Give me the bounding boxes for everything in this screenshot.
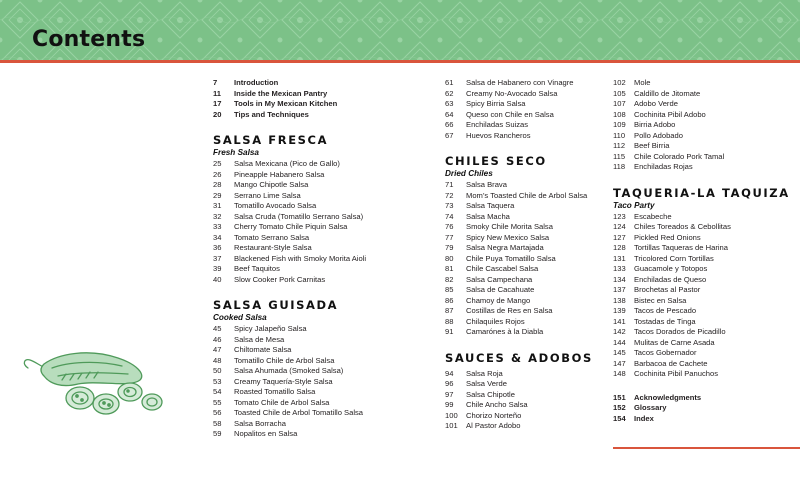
toc-entry-page: 67 [445, 130, 454, 140]
toc-entry-title: Tomato Chile de Arbol Salsa [234, 397, 330, 407]
toc-entry-title: Chorizo Norteño [466, 410, 522, 420]
toc-entry-title: Tostadas de Tinga [634, 316, 696, 326]
toc-entry [445, 327, 605, 338]
toc-entry-page: 108 [613, 109, 626, 119]
toc-entry-page: 145 [613, 348, 626, 357]
toc-entry-title: Spicy New Mexico Salsa [466, 232, 550, 242]
toc-entry [445, 306, 605, 317]
toc-entry-page: 82 [445, 274, 454, 284]
toc-entry [445, 212, 605, 223]
toc-entry [613, 275, 793, 286]
toc-entry-page: 99 [445, 400, 454, 409]
toc-entry [445, 275, 605, 286]
toc-entry-page: 142 [613, 327, 626, 336]
toc-entry-title: Mulitas de Carne Asada [634, 337, 715, 347]
toc-entry [213, 110, 438, 121]
toc-entry-title: Chiltomate Salsa [234, 345, 292, 354]
toc-column-1 [213, 78, 438, 440]
toc-entry-title: Creamy No-Avocado Salsa [466, 88, 558, 98]
toc-entry-page: 63 [445, 99, 454, 108]
toc-entry-title: Chile Puya Tomatillo Salsa [466, 253, 556, 263]
toc-entry-title: Barbacoa de Cachete [634, 358, 708, 368]
toc-entry [213, 159, 438, 170]
toc-entry [445, 99, 605, 110]
toc-entry [613, 233, 793, 244]
toc-entry [213, 419, 438, 430]
toc-entry-title: Salsa Mexicana (Pico de Gallo) [234, 159, 340, 168]
toc-entry-title: Pollo Adobado [634, 130, 683, 140]
toc-entry [213, 222, 438, 233]
toc-entry-page: 53 [213, 376, 222, 386]
toc-entry [213, 264, 438, 275]
toc-entry [445, 243, 605, 254]
toc-entry-title: Adobo Verde [634, 99, 678, 108]
toc-entry [445, 201, 605, 212]
toc-entry [213, 243, 438, 254]
section-heading: CHILES SECO [445, 154, 547, 168]
toc-entry-title: Tools in My Mexican Kitchen [234, 99, 338, 108]
toc-entry [213, 89, 438, 100]
toc-entry [613, 131, 793, 142]
toc-entry [445, 369, 605, 380]
toc-entry-page: 87 [445, 306, 454, 315]
toc-entry [213, 191, 438, 202]
toc-entry-page: 85 [445, 285, 454, 294]
toc-entry-page: 101 [445, 421, 458, 430]
toc-entry [445, 131, 605, 142]
jalapeno-pepper-illustration [18, 318, 168, 428]
toc-entry-title: Chilaquiles Rojos [466, 316, 525, 326]
toc-entry-page: 123 [613, 211, 626, 221]
toc-entry [613, 120, 793, 131]
toc-entry-page: 61 [445, 78, 454, 87]
toc-entry [445, 89, 605, 100]
toc-entry-page: 134 [613, 274, 626, 284]
toc-entry-page: 76 [445, 222, 454, 231]
toc-entry-page: 73 [445, 201, 454, 210]
toc-entry-title: Cherry Tomato Chile Piquin Salsa [234, 222, 348, 231]
toc-entry [213, 275, 438, 286]
toc-entry [445, 264, 605, 275]
toc-entry-title: Salsa Cruda (Tomatillo Serrano Salsa) [234, 211, 364, 221]
toc-entry-title: Salsa de Cacahuate [466, 285, 535, 294]
toc-entry-title: Chiles Toreados & Cebollitas [634, 222, 731, 231]
toc-entry-page: 107 [613, 99, 626, 108]
toc-entry [213, 180, 438, 191]
toc-entry [213, 201, 438, 212]
toc-entry [613, 141, 793, 152]
toc-entry-title: Serrano Lime Salsa [234, 190, 301, 200]
front-matter-list [213, 78, 438, 120]
toc-entry-page: 74 [445, 211, 454, 221]
toc-entry [213, 233, 438, 244]
toc-entry-page: 124 [613, 222, 626, 231]
toc-entry-title: Chile Colorado Pork Tamal [634, 151, 725, 161]
toc-entry-page: 94 [445, 368, 454, 378]
toc-entry-page: 88 [445, 316, 454, 326]
toc-entry [613, 212, 793, 223]
toc-entry-title: Tricolored Corn Tortillas [634, 253, 714, 263]
toc-entry-page: 105 [613, 88, 626, 98]
toc-entry-title: Huevos Rancheros [466, 130, 531, 140]
toc-entry-title: Costillas de Res en Salsa [466, 306, 553, 315]
toc-entry-title: Salsa Ahumada (Smoked Salsa) [234, 366, 344, 375]
toc-entry-title: Smoky Chile Morita Salsa [466, 222, 553, 231]
toc-entry-title: Bistec en Salsa [634, 295, 687, 305]
toc-entry-page: 32 [213, 211, 222, 221]
toc-entry [213, 170, 438, 181]
toc-entry-page: 17 [213, 99, 222, 108]
toc-entry-title: Acknowledgments [634, 392, 702, 402]
toc-entry-title: Queso con Chile en Salsa [466, 109, 554, 119]
toc-entry-title: Escabeche [634, 211, 672, 221]
toc-entry [213, 429, 438, 440]
toc-entry-title: Caldillo de Jitomate [634, 88, 701, 98]
toc-entry [613, 359, 793, 370]
toc-entry-title: Chile Cascabel Salsa [466, 264, 539, 273]
section-subheading: Fresh Salsa [213, 148, 259, 157]
toc-entry [445, 78, 605, 89]
toc-entry-title: Enchiladas de Queso [634, 274, 707, 284]
toc-entry-title: Toasted Chile de Arbol Tomatillo Salsa [234, 408, 364, 417]
section-continued-salsa-guisada [445, 78, 605, 141]
toc-entry-title: Beef Birria [634, 141, 670, 150]
toc-entry-page: 139 [613, 306, 626, 315]
toc-entry-page: 80 [445, 253, 454, 263]
toc-entry-page: 64 [445, 109, 454, 119]
toc-entry-title: Salsa Brava [466, 180, 507, 189]
toc-entry [445, 233, 605, 244]
toc-entry-page: 115 [613, 151, 626, 161]
toc-entry-page: 137 [613, 285, 626, 294]
toc-entry-page: 55 [213, 397, 222, 407]
toc-entry [213, 387, 438, 398]
toc-entry [213, 254, 438, 265]
toc-entry [445, 254, 605, 265]
section-heading: SALSA FRESCA [213, 133, 329, 147]
toc-entry-page: 148 [613, 369, 626, 378]
toc-entry [213, 324, 438, 335]
toc-entry-page: 133 [613, 264, 626, 273]
toc-entry-title: Brochetas al Pastor [634, 285, 701, 294]
toc-entry [613, 369, 793, 380]
toc-entry-page: 72 [445, 190, 454, 200]
toc-entry [445, 400, 605, 411]
toc-entry-page: 28 [213, 180, 222, 189]
section-chiles-seco [445, 154, 605, 338]
toc-entry-page: 25 [213, 159, 222, 168]
toc-entry-page: 102 [613, 78, 626, 87]
toc-entry-title: Roasted Tomatillo Salsa [234, 387, 316, 396]
toc-entry [613, 99, 793, 110]
toc-entry-page: 128 [613, 243, 626, 252]
toc-column-3 [613, 78, 793, 424]
toc-entry-page: 118 [613, 162, 626, 171]
toc-entry-page: 112 [613, 141, 626, 150]
toc-entry-page: 81 [445, 264, 454, 273]
toc-entry-title: Salsa Verde [466, 379, 507, 388]
toc-entry-page: 138 [613, 295, 626, 305]
toc-entry-title: Tips and Techniques [234, 109, 309, 119]
toc-entry [445, 191, 605, 202]
toc-entry-title: Tomatillo Avocado Salsa [234, 201, 317, 210]
toc-entry [445, 379, 605, 390]
toc-entry-title: Salsa Negra Martajada [466, 243, 544, 252]
toc-entry [445, 222, 605, 233]
toc-entry [613, 393, 793, 404]
toc-entry [213, 99, 438, 110]
toc-entry-title: Glossary [634, 403, 667, 412]
toc-entry [613, 78, 793, 89]
toc-entry [445, 390, 605, 401]
toc-entry-page: 96 [445, 379, 454, 388]
toc-entry-title: Tortillas Taqueras de Harina [634, 243, 728, 252]
toc-entry-page: 86 [445, 295, 454, 305]
section-taqueria-la-taquiza [613, 186, 793, 380]
continued-sauces-list [613, 78, 793, 173]
toc-entry-page: 59 [213, 429, 222, 438]
toc-entry-page: 151 [613, 392, 626, 402]
toc-entry-page: 47 [213, 345, 222, 354]
toc-entry [213, 335, 438, 346]
toc-entry [213, 78, 438, 89]
toc-entry-page: 66 [445, 120, 454, 129]
toc-entry-title: Tomato Serrano Salsa [234, 232, 310, 242]
toc-entry-title: Slow Cooker Pork Carnitas [234, 274, 326, 284]
toc-entry-page: 56 [213, 408, 222, 417]
section-heading: TAQUERIA-LA TAQUIZA [613, 185, 790, 200]
toc-entry [445, 296, 605, 307]
toc-entry-page: 37 [213, 253, 222, 263]
toc-entry-title: Tacos de Pescado [634, 306, 697, 315]
toc-entry-title: Cochinita Pibil Adobo [634, 109, 706, 119]
toc-entry-page: 110 [613, 130, 626, 140]
toc-entry-page: 29 [213, 190, 222, 200]
toc-entry [213, 408, 438, 419]
toc-entry [613, 403, 793, 414]
section-subheading: Dried Chiles [445, 169, 493, 178]
toc-entry-page: 91 [445, 327, 454, 336]
toc-entry-page: 46 [213, 334, 222, 344]
section-subheading: Taco Party [613, 200, 655, 210]
toc-entry-page: 58 [213, 418, 222, 428]
toc-entry-title: Inside the Mexican Pantry [234, 88, 328, 98]
toc-entry-title: Introduction [234, 78, 279, 87]
toc-entry [445, 180, 605, 191]
toc-entry-title: Salsa Taquera [466, 201, 515, 210]
toc-entry-title: Salsa Borracha [234, 418, 286, 428]
toc-entry-page: 39 [213, 264, 222, 273]
toc-entry [613, 317, 793, 328]
toc-entry-page: 154 [613, 413, 626, 423]
toc-entry [445, 411, 605, 422]
toc-entry-title: Spicy Birria Salsa [466, 99, 526, 108]
toc-entry-page: 100 [445, 410, 458, 420]
toc-entry-title: Salsa Campechana [466, 274, 533, 284]
toc-entry-title: Mole [634, 78, 651, 87]
toc-entry-page: 33 [213, 222, 222, 231]
toc-entry-page: 77 [445, 232, 454, 242]
section-heading: SAUCES & ADOBOS [445, 350, 593, 365]
back-matter-list [613, 393, 793, 425]
toc-entry [213, 366, 438, 377]
toc-entry [445, 421, 605, 432]
footer-divider [613, 447, 800, 449]
toc-entry-title: Enchiladas Suizas [466, 120, 529, 129]
section-salsa-guisada [213, 298, 438, 440]
toc-entry [445, 317, 605, 328]
toc-entry [445, 110, 605, 121]
toc-column-2 [445, 78, 605, 432]
section-subheading: Cooked Salsa [213, 313, 267, 322]
toc-entry-page: 34 [213, 232, 222, 242]
toc-entry-title: Birria Adobo [634, 120, 676, 129]
toc-entry-page: 11 [213, 88, 222, 98]
toc-entry-title: Enchiladas Rojas [634, 162, 693, 171]
toc-entry [613, 306, 793, 317]
toc-entry-page: 31 [213, 201, 222, 210]
toc-entry-page: 40 [213, 274, 222, 284]
toc-entry-title: Tacos Dorados de Picadillo [634, 327, 726, 336]
toc-entry [613, 285, 793, 296]
toc-entry-page: 62 [445, 88, 454, 98]
toc-entry-title: Camarónes à la Diabla [466, 327, 544, 336]
toc-entry-page: 109 [613, 120, 626, 129]
toc-entry-page: 71 [445, 180, 454, 189]
toc-entry-title: Salsa Roja [466, 368, 503, 378]
toc-entry-title: Blackened Fish with Smoky Morita Aioli [234, 253, 367, 263]
section-salsa-fresca [213, 133, 438, 285]
toc-entry [613, 348, 793, 359]
toc-entry [213, 377, 438, 388]
toc-entry [613, 296, 793, 307]
toc-entry [445, 120, 605, 131]
toc-entry-title: Cochinita Pibil Panuchos [634, 369, 719, 378]
toc-entry-title: Pickled Red Onions [634, 232, 701, 242]
section-heading: SALSA GUISADA [213, 298, 339, 312]
toc-entry [613, 327, 793, 338]
toc-entry-page: 127 [613, 232, 626, 242]
toc-entry-page: 152 [613, 403, 626, 412]
toc-entry-title: Creamy Taquería-Style Salsa [234, 376, 333, 386]
toc-entry-page: 141 [613, 316, 626, 326]
toc-entry-page: 45 [213, 324, 222, 333]
toc-entry-title: Chamoy de Mango [466, 295, 531, 305]
toc-entry [613, 414, 793, 425]
toc-entry-title: Tacos Gobernador [634, 348, 697, 357]
toc-entry-page: 79 [445, 243, 454, 252]
section-sauces-adobos [445, 351, 605, 432]
toc-entry-page: 147 [613, 358, 626, 368]
toc-entry [613, 338, 793, 349]
toc-entry-title: Salsa de Mesa [234, 334, 285, 344]
toc-entry [445, 285, 605, 296]
toc-entry-title: Salsa Macha [466, 211, 510, 221]
toc-entry-page: 36 [213, 243, 222, 252]
toc-entry [613, 243, 793, 254]
header-banner [0, 0, 800, 60]
toc-entry-page: 54 [213, 387, 222, 396]
toc-entry-title: Mom’s Toasted Chile de Arbol Salsa [466, 190, 588, 200]
toc-entry-title: Pineapple Habanero Salsa [234, 169, 325, 179]
toc-entry-page: 7 [213, 78, 218, 87]
toc-entry [213, 212, 438, 223]
toc-entry [213, 356, 438, 367]
toc-entry [613, 254, 793, 265]
toc-entry [613, 162, 793, 173]
toc-entry [613, 222, 793, 233]
toc-entry-page: 20 [213, 109, 222, 119]
toc-entry-page: 97 [445, 389, 454, 399]
toc-entry-title: Guacamole y Totopos [634, 264, 708, 273]
toc-entry-page: 131 [613, 253, 626, 263]
toc-entry [613, 89, 793, 100]
toc-entry-page: 144 [613, 337, 626, 347]
toc-entry-title: Salsa de Habanero con Vinagre [466, 78, 574, 87]
toc-entry-title: Al Pastor Adobo [466, 421, 521, 430]
toc-entry-title: Beef Taquitos [234, 264, 280, 273]
toc-entry-title: Tomatillo Chile de Arbol Salsa [234, 355, 335, 365]
toc-entry-title: Mango Chipotle Salsa [234, 180, 309, 189]
toc-entry-page: 48 [213, 355, 222, 365]
toc-entry-title: Nopalitos en Salsa [234, 429, 298, 438]
page-title: Contents [32, 27, 146, 52]
toc-entry [213, 398, 438, 409]
toc-entry [613, 152, 793, 163]
toc-entry-page: 50 [213, 366, 222, 375]
toc-entry-page: 26 [213, 169, 222, 179]
toc-entry [613, 264, 793, 275]
toc-entry-title: Index [634, 413, 654, 423]
header-divider [0, 60, 800, 63]
toc-entry-title: Restaurant-Style Salsa [234, 243, 312, 252]
toc-entry [213, 345, 438, 356]
toc-entry-title: Spicy Jalapeño Salsa [234, 324, 307, 333]
toc-entry-title: Salsa Chipotle [466, 389, 515, 399]
toc-entry-title: Chile Ancho Salsa [466, 400, 528, 409]
toc-entry [613, 110, 793, 121]
